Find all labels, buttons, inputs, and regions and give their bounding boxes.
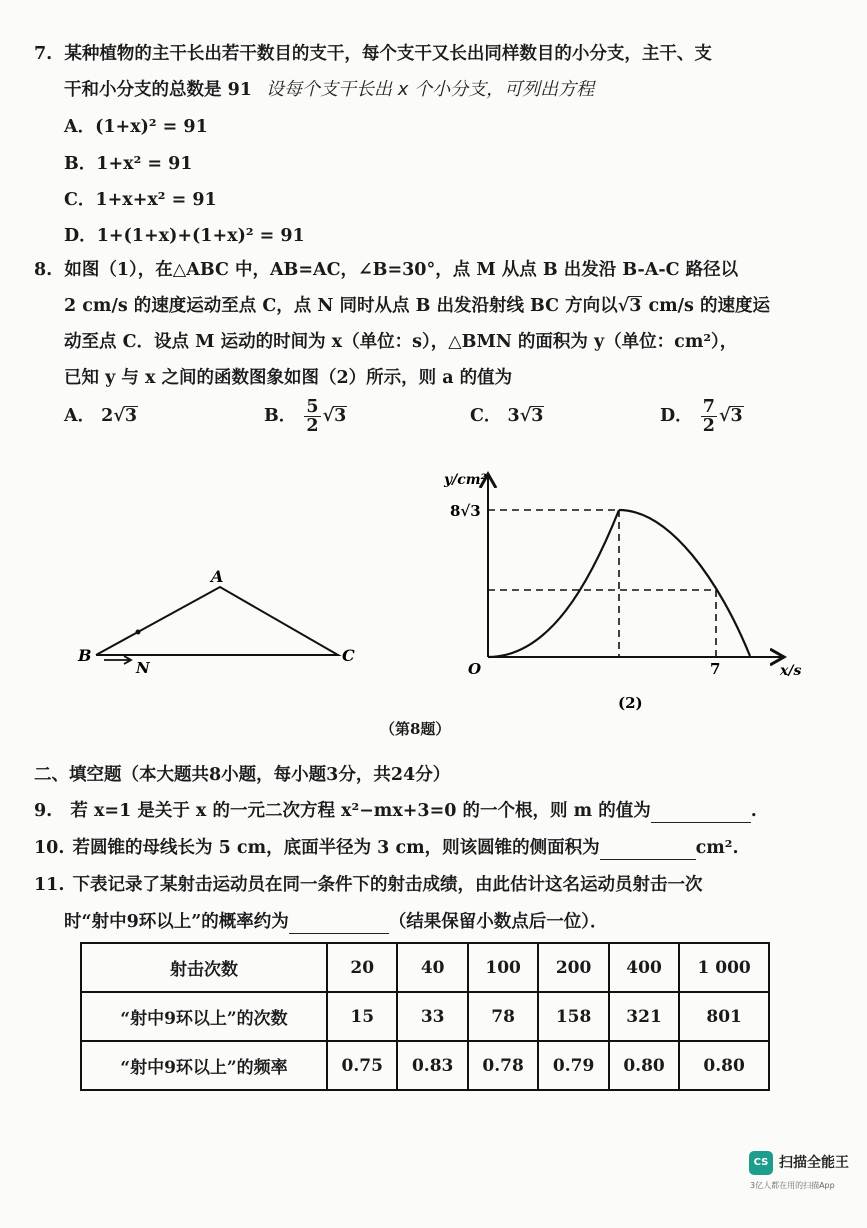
table-cell: 0.83 <box>397 1041 467 1090</box>
q11-line1 <box>34 873 703 897</box>
q8-frac-den: 2 <box>702 416 715 436</box>
table-row <box>81 1041 769 1090</box>
q7-text-line1: 某种植物的主干长出若干数目的支干，每个支干又长出同样数目的小分支，主干、支 <box>64 44 712 64</box>
q7-option-a <box>64 115 208 139</box>
table-cell: 0.80 <box>609 1041 679 1090</box>
q10-number: 10. <box>34 838 65 858</box>
curve-fall <box>619 510 750 656</box>
q9-text: 若 x=1 是关于 x 的一元二次方程 x²−mx+3=0 的一个根，则 m 的值为 <box>70 801 651 821</box>
table-cell-header: “射中9环以上”的次数 <box>81 992 327 1041</box>
table-cell: 0.75 <box>327 1041 397 1090</box>
q8-option-coef: 3 <box>507 406 520 426</box>
q8-option-d: D． $\frac{7}{2}$ √3 <box>660 397 743 436</box>
q7-option-text: 1+x+x² = 91 <box>95 190 217 210</box>
q7-handwriting: 设每个支干长出 x 个小分支，可列出方程 <box>266 79 595 100</box>
q10-line <box>34 836 739 860</box>
q8-option-fraction <box>304 398 320 435</box>
q8-option-a: A． 2√3 <box>64 406 138 426</box>
q8-frac-den: 2 <box>306 416 319 436</box>
y-tick-label: 8√3 <box>450 502 481 520</box>
q8-sqrt3: 3 <box>629 296 642 316</box>
table-cell: 0.79 <box>538 1041 608 1090</box>
label-a: A <box>211 567 224 586</box>
q7-number: 7. <box>34 44 53 64</box>
scanner-logo-icon: CS <box>749 1151 773 1175</box>
q7-option-letter: C． <box>64 190 96 210</box>
table-row <box>81 992 769 1041</box>
q7-option-text: (1+x)² = 91 <box>95 117 208 137</box>
q7-option-text: 1+(1+x)+(1+x)² = 91 <box>96 226 305 246</box>
point-m <box>136 630 141 635</box>
q8-option-coef: 2 <box>101 406 114 426</box>
q7-option-c <box>64 188 217 212</box>
q8-option-radicand: 3 <box>334 406 347 426</box>
section2-title: 二、填空题（本大题共8小题，每小题3分，共24分） <box>34 765 451 785</box>
table-cell: 801 <box>679 992 769 1041</box>
table-cell: 15 <box>327 992 397 1041</box>
q8-option-letter: B． <box>264 406 297 426</box>
q11-answer-blank[interactable] <box>289 913 389 934</box>
q7-option-letter: A． <box>64 117 96 137</box>
label-b: B <box>78 646 92 665</box>
table-cell: 33 <box>397 992 467 1041</box>
q8-line3 <box>64 330 737 354</box>
table-cell-header: “射中9环以上”的频率 <box>81 1041 327 1090</box>
triangle-abc <box>96 587 338 655</box>
q8-figure2-graph <box>430 462 810 722</box>
q8-line1 <box>34 258 738 282</box>
table-cell: 20 <box>327 943 397 992</box>
q8-frac-num: 7 <box>702 397 715 417</box>
q11-text-line2b: （结果保留小数点后一位）． <box>388 912 608 932</box>
q10-end: cm². <box>695 838 739 858</box>
label-n: N <box>136 659 150 677</box>
q8-option-letter: A． <box>64 406 96 426</box>
table-cell: 200 <box>538 943 608 992</box>
q9-line <box>34 799 757 823</box>
q9-answer-blank[interactable] <box>651 802 751 823</box>
q8-line4 <box>64 366 512 390</box>
table-cell: 40 <box>397 943 467 992</box>
table-cell: 0.78 <box>468 1041 538 1090</box>
q7-line2 <box>64 78 594 102</box>
q8-figure-caption: （第8题） <box>380 720 451 738</box>
x-axis-label: x/s <box>780 663 802 679</box>
q8-option-radicand: 3 <box>730 406 743 426</box>
q8-text-line4: 已知 y 与 x 之间的函数图象如图（2）所示，则 a 的值为 <box>64 368 513 388</box>
q10-text: 若圆锥的母线长为 5 cm，底面半径为 3 cm，则该圆锥的侧面积为 <box>72 838 600 858</box>
origin-label: O <box>468 660 482 678</box>
q8-option-c: C． 3√3 <box>470 406 544 426</box>
q7-option-letter: B． <box>64 154 97 174</box>
q11-text-line1: 下表记录了某射击运动员在同一条件下的射击成绩，由此估计这名运动员射击一次 <box>72 875 703 895</box>
q8-frac-num: 5 <box>306 397 319 417</box>
table-cell: 1 000 <box>679 943 769 992</box>
table-cell-header: 射击次数 <box>81 943 327 992</box>
q7-option-b <box>64 152 192 176</box>
q8-number: 8. <box>34 260 53 280</box>
scanner-app-name: 扫描全能王 <box>779 1155 849 1171</box>
q11-line2 <box>64 910 608 934</box>
q8-text-line3: 动至点 C．设点 M 运动的时间为 x（单位：s），△BMN 的面积为 y（单位：cm²）， <box>64 332 738 352</box>
table-cell: 158 <box>538 992 608 1041</box>
q9-end: . <box>750 801 757 821</box>
q10-answer-blank[interactable] <box>600 839 696 860</box>
q7-option-letter: D． <box>64 226 97 246</box>
q8-option-radicand: 3 <box>124 406 138 426</box>
q8-option-letter: C． <box>470 406 502 426</box>
figure2-caption: (2) <box>618 694 643 712</box>
q8-text-line2a: 2 cm/s 的速度运动至点 C，点 N 同时从点 B 出发沿射线 BC 方向以 <box>64 296 618 316</box>
q7-option-d <box>64 224 305 248</box>
q11-text-line2a: 时“射中9环以上”的概率约为 <box>64 912 289 932</box>
y-axis-label: y/cm² <box>444 472 487 488</box>
q8-option-b: B． $\frac{5}{2}$ √3 <box>264 397 347 436</box>
table-cell: 400 <box>609 943 679 992</box>
q8-option-radicand: 3 <box>531 406 544 426</box>
q8-option-fraction <box>701 398 717 435</box>
label-c: C <box>342 646 355 665</box>
table-cell: 78 <box>468 992 538 1041</box>
table-cell: 100 <box>468 943 538 992</box>
scanner-app-subtitle: 3亿人都在用的扫描App <box>750 1181 835 1190</box>
q8-text-line2c: cm/s 的速度运 <box>642 296 770 316</box>
q7-line1 <box>34 42 712 66</box>
q7-text-line2: 干和小分支的总数是 91 <box>64 80 252 100</box>
q8-text-line1: 如图（1），在△ABC 中，AB=AC，∠B=30°，点 M 从点 B 出发沿 B-A-C 路径以 <box>64 260 739 280</box>
q11-table <box>80 942 770 1091</box>
table-row <box>81 943 769 992</box>
q8-line2: 2 cm/s 的速度运动至点 C，点 N 同时从点 B 出发沿射线 BC 方向以√3 cm/s 的速度运 <box>64 296 770 316</box>
x-tick-label: 7 <box>710 660 721 678</box>
q8-figure1-triangle <box>70 560 370 680</box>
q9-number: 9. <box>34 801 53 821</box>
curve-rise <box>488 510 619 657</box>
table-cell: 321 <box>609 992 679 1041</box>
table-cell: 0.80 <box>679 1041 769 1090</box>
q11-number: 11. <box>34 875 65 895</box>
q7-option-text: 1+x² = 91 <box>96 154 193 174</box>
q8-option-letter: D． <box>660 406 693 426</box>
